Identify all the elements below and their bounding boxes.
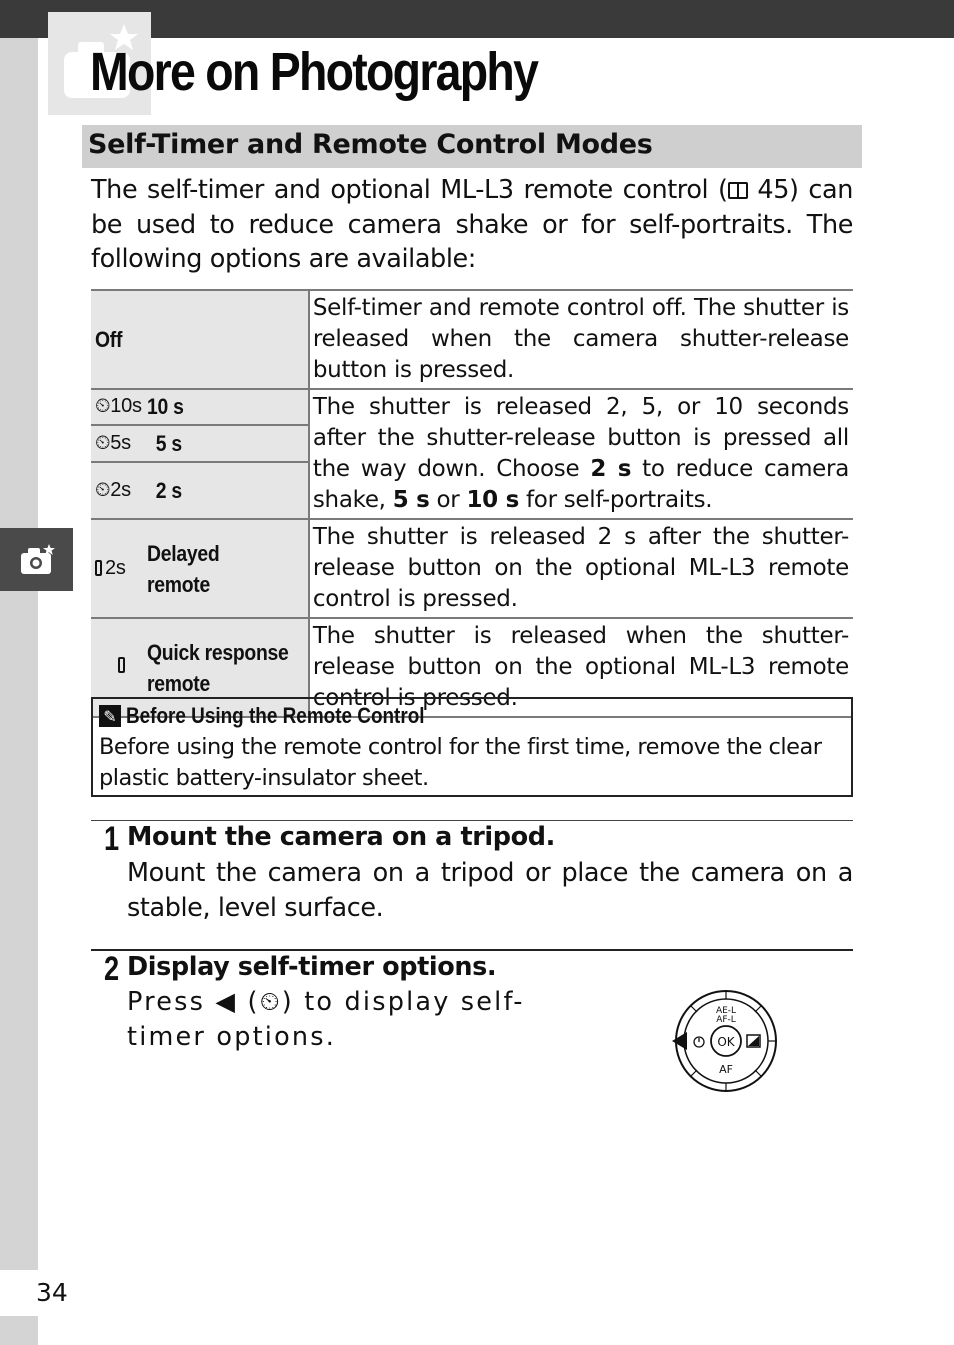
section-title: Self-Timer and Remote Control Modes [88, 129, 653, 160]
af-lock-label: AF-L [716, 1015, 736, 1025]
table-row [91, 290, 853, 389]
note-body: Before using the remote control for the first time, remove the clear plastic battery-insulator sheet. [99, 734, 822, 791]
step-body: Press ◀ (⏲) to display self-timer options. [127, 987, 525, 1052]
side-bar-bottom [0, 1316, 38, 1345]
pencil-icon: ✎ [99, 705, 121, 727]
self-timer-10s-icon: ⏲10s [95, 395, 142, 418]
intro-text: The self-timer and optional ML-L3 remote control ( 45) can be used to reduce camera shake or for self-portraits. The following options are available: [91, 175, 853, 274]
step-body: Mount the camera on a tripod or place the camera on a stable, level surface. [127, 858, 853, 923]
self-timer-2s-icon: ⏲2s [95, 478, 131, 501]
book-icon [728, 182, 748, 199]
multi-selector-dial [668, 990, 780, 1094]
page-title: More on Photography [90, 42, 538, 102]
table-row [91, 389, 853, 425]
self-timer-5s-icon: ⏲5s [95, 431, 131, 454]
modes-table [91, 289, 853, 718]
step-title: Display self-timer options. [127, 952, 497, 982]
mode-timer-2s: ⏲2s 2 s [91, 462, 309, 519]
ok-button-label: OK [717, 1035, 735, 1049]
step-number: 1 [104, 820, 120, 858]
mode-timer-10s: ⏲10s 10 s [91, 389, 309, 425]
step-number: 2 [104, 950, 120, 988]
timer-description: The shutter is released 2, 5, or 10 seconds after the shutter-release button is pressed all the way down. Choose 2 s to reduce camera shake, 5 s or 10 s for self-portraits. [309, 389, 853, 519]
ae-lock-label: AE-L [715, 1006, 737, 1016]
delayed-remote-description: The shutter is released 2 s after the shutter-release button on the optional ML-L3 remote control is pressed. [309, 519, 853, 618]
step-title: Mount the camera on a tripod. [127, 822, 555, 852]
note-header [99, 703, 473, 729]
note-box [91, 697, 853, 797]
mode-timer-5s: ⏲5s 5 s [91, 425, 309, 462]
chapter-tab[interactable] [0, 528, 73, 591]
quick-response-description: The shutter is released when the shutter-release button on the optional ML-L3 remote control is pressed. [309, 618, 853, 717]
step-divider [91, 949, 853, 951]
page-number: 34 [36, 1278, 68, 1307]
step-divider [91, 820, 853, 821]
mode-off-description: Self-timer and remote control off. The shutter is released when the camera shutter-release button is pressed. [309, 290, 853, 389]
side-bar [0, 38, 38, 1270]
camera-star-icon [19, 544, 55, 576]
remote-delayed-icon: 2s [95, 557, 147, 580]
self-timer-icon: ⏲ [259, 987, 282, 1017]
note-title: Before Using the Remote Control [126, 703, 425, 728]
mode-delayed-remote: 2s Delayed remote [91, 519, 309, 618]
af-label: AF [719, 1063, 733, 1076]
remote-quick-icon [95, 656, 147, 679]
mode-quick-response: Quick response remote [91, 618, 309, 717]
mode-off: Off [91, 290, 309, 389]
table-row [91, 519, 853, 618]
